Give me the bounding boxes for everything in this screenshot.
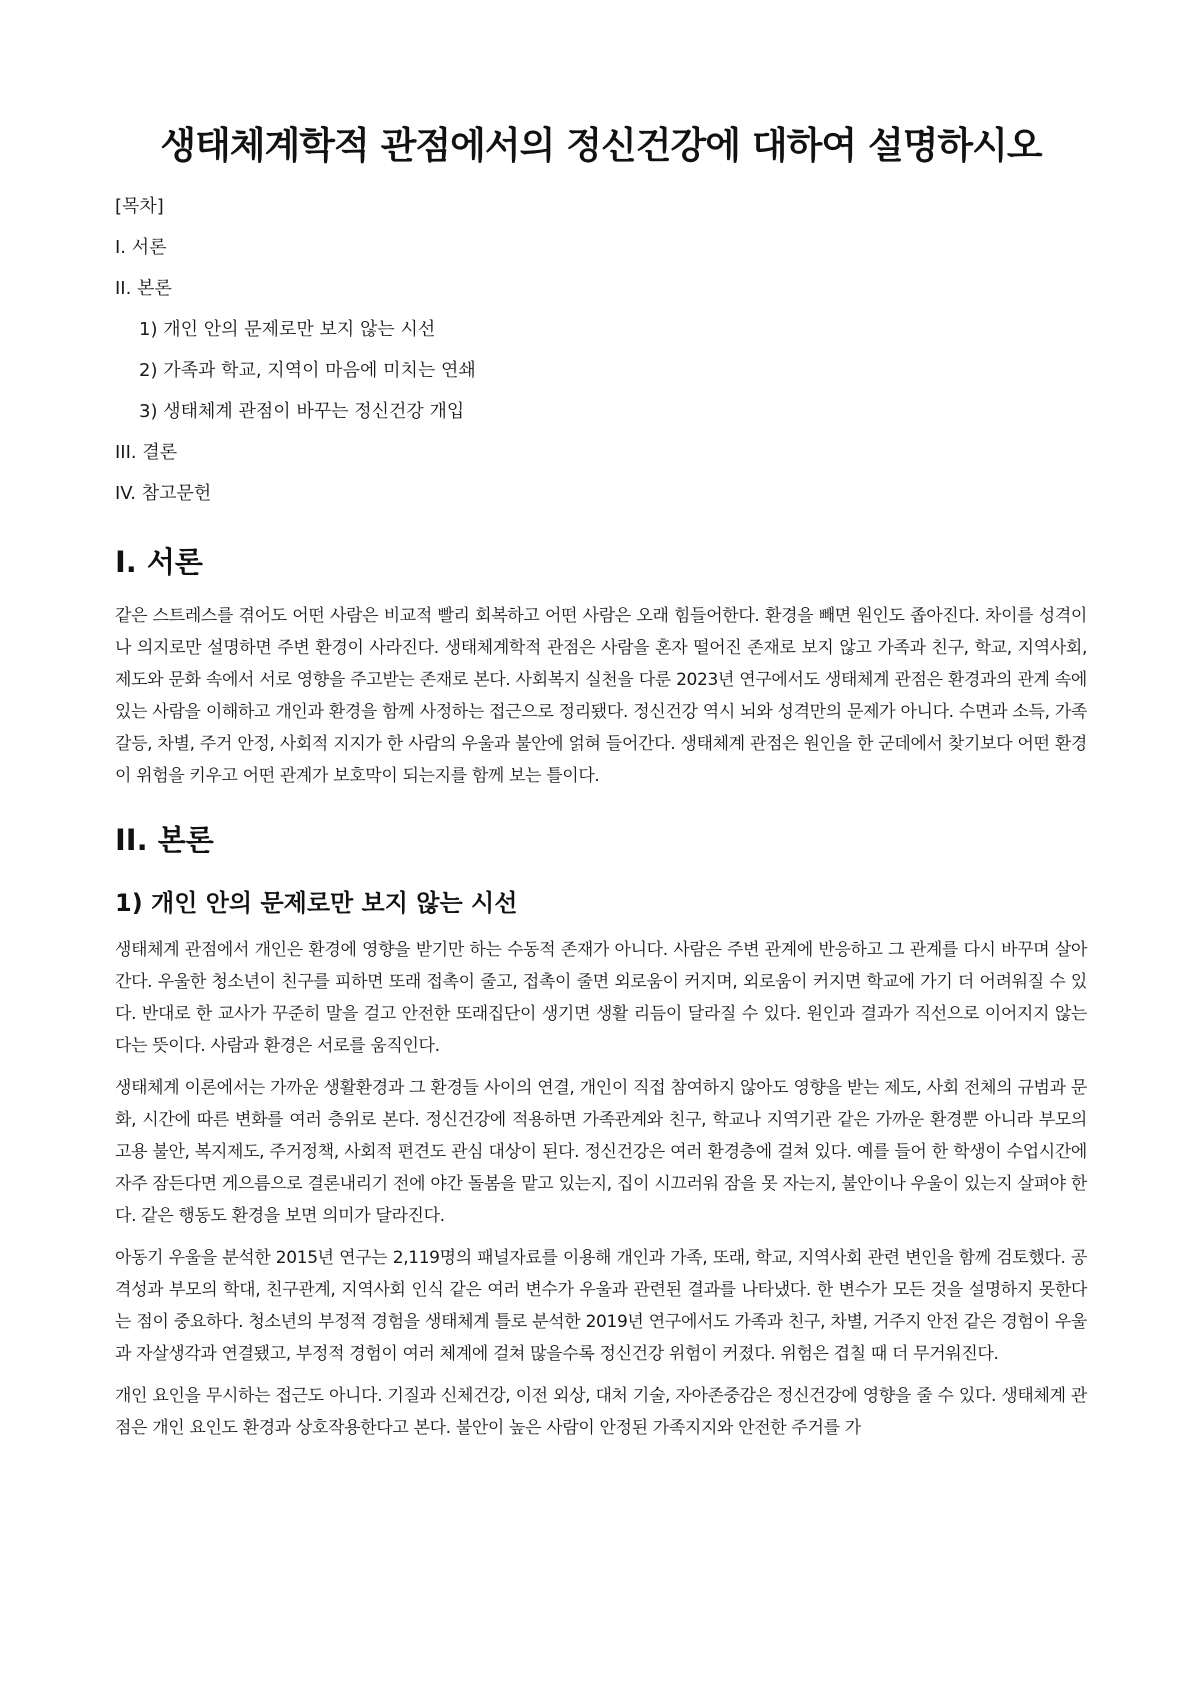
toc-item-introduction: I. 서론 [115,237,167,258]
toc-subitem-1: 1) 개인 안의 문제로만 보지 않는 시선 [139,319,436,340]
body-paragraph-3: 아동기 우울을 분석한 2015년 연구는 2,119명의 패널자료를 이용해 개인과 가족, 또래, 학교, 지역사회 관련 변인을 함께 검토했다. 공격성과 부모의 학대, 친구관계, 지역사회 인식 같은 여러 변수가 우울과 관련된 결과를 나타냈다. 한 변수가 모든 것을 설명하지 못한다는 점이 중요하다. 청소년의 부정적 경험을 생태체계 틀로 분석한 2019년 연구에서도 가족과 친구, 차별, 거주지 안전 같은 경험이 우울과 자살생각과 연결됐고, 부정적 경험이 여러 체계에 걸쳐 많을수록 정신건강 위험이 커졌다. 위험은 겹칠 때 더 무거워진다. [115,1248,1087,1364]
toc-item-references: IV. 참고문헌 [115,483,212,504]
toc-heading: [목차] [115,196,164,217]
introduction-paragraph: 같은 스트레스를 겪어도 어떤 사람은 비교적 빨리 회복하고 어떤 사람은 오래 힘들어한다. 환경을 빼면 원인도 좁아진다. 차이를 성격이나 의지로만 설명하면 주변 환경이 사라진다. 생태체계학적 관점은 사람을 혼자 떨어진 존재로 보지 않고 가족과 친구, 학교, 지역사회, 제도와 문화 속에서 서로 영향을 주고받는 존재로 본다. 사회복지 실천을 다룬 2023년 연구에서도 생태체계 관점은 환경과의 관계 속에 있는 사람을 이해하고 개인과 환경을 함께 사정하는 접근으로 정리됐다. 정신건강 역시 뇌와 성격만의 문제가 아니다. 수면과 소득, 가족갈등, 차별, 주거 안정, 사회적 지지가 한 사람의 우울과 불안에 얽혀 들어간다. 생태체계 관점은 원인을 한 군데에서 찾기보다 어떤 환경이 위험을 키우고 어떤 관계가 보호막이 되는지를 함께 보는 틀이다. [115,606,1087,786]
body-paragraph-4: 개인 요인을 무시하는 접근도 아니다. 기질과 신체건강, 이전 외상, 대처 기술, 자아존중감은 정신건강에 영향을 줄 수 있다. 생태체계 관점은 개인 요인도 환경과 상호작용한다고 본다. 불안이 높은 사람이 안정된 가족지지와 안전한 주거를 가 [115,1386,1087,1438]
introduction-heading: I. 서론 [115,545,203,579]
introduction-section [115,542,1087,792]
main-body-section [115,820,1087,1444]
body-paragraph-1: 생태체계 관점에서 개인은 환경에 영향을 받기만 하는 수동적 존재가 아니다. 사람은 주변 관계에 반응하고 그 관계를 다시 바꾸며 살아간다. 우울한 청소년이 친구를 피하면 또래 접촉이 줄고, 접촉이 줄면 외로움이 커지며, 외로움이 커지면 학교에 가기 더 어려워질 수 있다. 반대로 한 교사가 꾸준히 말을 걸고 안전한 또래집단이 생기면 생활 리듬이 달라질 수 있다. 원인과 결과가 직선으로 이어지지 않는다는 뜻이다. 사람과 환경은 서로를 움직인다. [115,940,1087,1056]
subsection-heading: 1) 개인 안의 문제로만 보지 않는 시선 [115,889,518,917]
toc-subitem-2: 2) 가족과 학교, 지역이 마음에 미치는 연쇄 [139,360,476,381]
table-of-contents [115,186,1087,514]
document-title: 생태체계학적 관점에서의 정신건강에 대하여 설명하시오 [160,124,1042,167]
document-page [115,0,1087,1454]
subsection-individual-view [115,886,1087,1444]
toc-item-conclusion: III. 결론 [115,442,178,463]
main-body-heading: II. 본론 [115,823,214,857]
body-paragraph-2: 생태체계 이론에서는 가까운 생활환경과 그 환경들 사이의 연결, 개인이 직접 참여하지 않아도 영향을 받는 제도, 사회 전체의 규범과 문화, 시간에 따른 변화를 여러 층위로 본다. 정신건강에 적용하면 가족관계와 친구, 학교나 지역기관 같은 가까운 환경뿐 아니라 부모의 고용 불안, 복지제도, 주거정책, 사회적 편견도 관심 대상이 된다. 정신건강은 여러 환경층에 걸쳐 있다. 예를 들어 한 학생이 수업시간에 자주 잠든다면 게으름으로 결론내리기 전에 야간 돌봄을 맡고 있는지, 집이 시끄러워 잠을 못 자는지, 불안이나 우울이 있는지 살펴야 한다. 같은 행동도 환경을 보면 의미가 달라진다. [115,1078,1087,1226]
toc-subitem-3: 3) 생태체계 관점이 바꾸는 정신건강 개입 [139,401,465,422]
toc-item-main-body: II. 본론 [115,278,172,299]
